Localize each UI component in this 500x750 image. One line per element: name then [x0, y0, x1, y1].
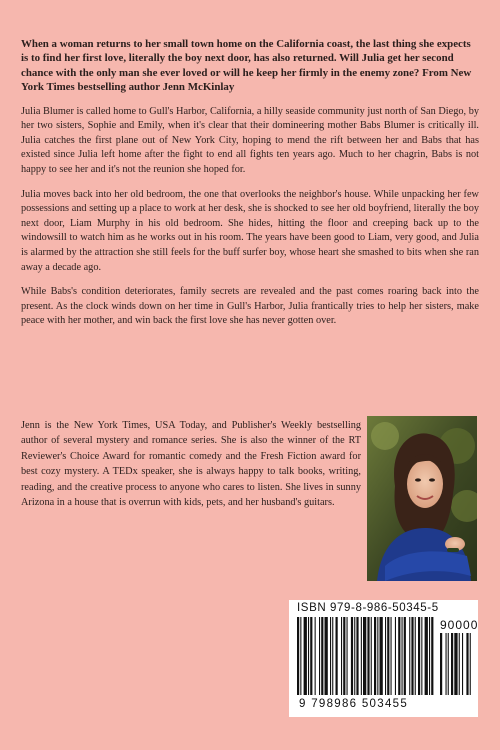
- blurb-paragraph-2: Julia moves back into her old bedroom, the one that overlooks the neighbor's house. While unpacking her few possessions and setting up a place to work at her desk, she is shocked to see her old boyfriend, literally the boy next door, Liam Murphy in his old bedroom. She hides, hitting the floor and creeping back up to the windowsill to watch him as he works out in his room. The years have been good to Liam, very good, and Julia is alarmed by the attraction she still feels for the buff surfer boy, whose heart she smashed to bits when she ran away a decade ago.: [21, 188, 479, 273]
- barcode-addon-bar: [459, 633, 460, 695]
- barcode-bar: [361, 617, 362, 695]
- barcode-bar: [354, 617, 355, 695]
- barcode-bar: [310, 617, 312, 695]
- blurb-paragraph-1: Julia Blumer is called home to Gull's Harbor, California, a hilly seaside community just north of San Diego, by her two sisters, Sophie and Emily, when it's clear that their domineering mother Babs Blumer is critically ill. Julia catches the first plane out of New York City, hoping to mend the rift between her and Babs that has existed since Julia left home after the fight to end all fights ten years ago. Much to her chagrin, Babs is not happy to see her and it's not the reunion she hoped for.: [21, 105, 479, 175]
- book-blurb: [21, 37, 479, 339]
- author-photo: [367, 416, 477, 581]
- barcode-bar: [336, 617, 338, 695]
- barcode-addon-bar: [466, 633, 468, 695]
- barcode-bar: [431, 617, 433, 695]
- barcode-bar: [347, 617, 348, 695]
- barcode-addon-bar: [440, 633, 442, 695]
- barcode-bar: [411, 617, 413, 695]
- barcode-bar: [418, 617, 420, 695]
- barcode-bar: [297, 617, 299, 695]
- barcode-bar: [319, 617, 320, 695]
- barcode-digits: 9 798986 503455: [299, 698, 409, 710]
- barcode-bar: [377, 617, 378, 695]
- barcode-addon-bar: [446, 633, 447, 695]
- barcode-addon-bar: [462, 633, 463, 695]
- barcode-bar: [371, 617, 372, 695]
- barcode-bar: [332, 617, 333, 695]
- blurb-paragraph-3: While Babs's condition deteriorates, family secrets are revealed and the past comes roaring back into the present. As the clock winds down on her time in Gull's Harbor, Julia frantically tries to help her sisters, make peace with her mother, and win back the first love she has never gotten over.: [21, 286, 479, 327]
- barcode-bar: [304, 617, 307, 695]
- barcode-addon-bar: [470, 633, 471, 695]
- author-bio: Jenn is the New York Times, USA Today, and Publisher's Weekly bestselling author of several mystery and romance series. She is also the winner of the RT Reviewer's Choice Award for romantic comedy and the Fresh Fiction award for best cozy mystery. A TEDx speaker, she is always happy to talk books, writing, reading, and the creative process to anyone who cares to listen. She lives in sunny Arizona in a house that is overrun with kids, pets, and her husband's guitars.: [21, 420, 361, 509]
- barcode-addon-bar: [454, 633, 457, 695]
- barcode-bar: [425, 617, 428, 695]
- barcode-bar: [391, 617, 392, 695]
- barcode-bar: [343, 617, 345, 695]
- barcode-bar: [385, 617, 386, 695]
- barcode-bar: [404, 617, 406, 695]
- blurb-lead: When a woman returns to her small town home on the California coast, the last thing she expects is to find her first love, literally the boy next door, has also returned. Will Julia get her second chance with the only man she ever loved or will he keep her firmly in the enemy zone? From New York Times bestselling author Jenn McKinlay: [21, 38, 472, 94]
- barcode-bar: [356, 617, 358, 695]
- barcode-bar: [367, 617, 369, 695]
- barcode-bar: [402, 617, 403, 695]
- barcode-bar: [395, 617, 396, 695]
- barcode-bar: [387, 617, 389, 695]
- barcode-bar: [300, 617, 301, 695]
- barcode-bar: [330, 617, 331, 695]
- barcode-bar: [308, 617, 309, 695]
- barcode-bar: [415, 617, 416, 695]
- barcode-bar: [429, 617, 430, 695]
- barcode-addon-bar: [448, 633, 449, 695]
- barcode-bar: [409, 617, 410, 695]
- barcode-bar: [398, 617, 400, 695]
- barcode-bar: [325, 617, 328, 695]
- isbn-barcode: [289, 600, 478, 717]
- barcode-bar: [421, 617, 422, 695]
- barcode-bar: [380, 617, 383, 695]
- isbn-label: ISBN 979-8-986-50345-5: [297, 602, 439, 614]
- barcode-addon-bar: [451, 633, 453, 695]
- barcode-bars: [295, 617, 473, 699]
- barcode-bar: [341, 617, 342, 695]
- barcode-bar: [374, 617, 376, 695]
- barcode-addon-number: 90000: [440, 618, 479, 632]
- barcode-bar: [363, 617, 366, 695]
- barcode-bar: [351, 617, 353, 695]
- barcode-bar: [315, 617, 316, 695]
- barcode-bar: [321, 617, 323, 695]
